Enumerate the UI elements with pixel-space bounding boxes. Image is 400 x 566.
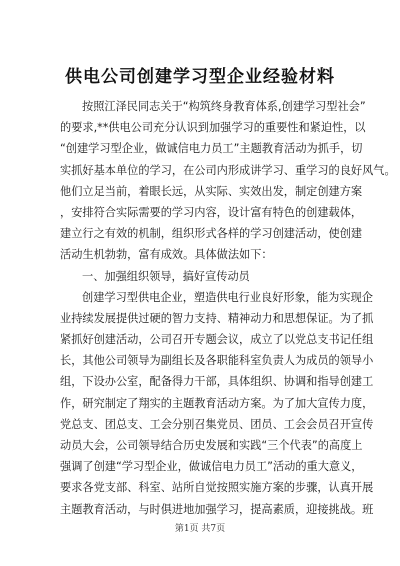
paragraph-line: 活动生机勃勃，富有成效。具体做法如下： — [60, 248, 273, 262]
paragraph-line: 按照江泽民同志关于“构筑终身教育体系,创建学习型社会” — [82, 100, 366, 113]
paragraph-line: 创建学习型供电企业，塑造供电行业良好形象，能为实现企 — [82, 290, 373, 304]
paragraph-line: 他们立足当前，着眼长远，从实际、实效出发，制定创建方案 — [60, 184, 363, 198]
paragraph-line: ，安排符合实际需要的学习内容，设计富有特色的创建载体， — [60, 205, 363, 219]
paragraph-line: 建立行之有效的机制，组织形式各样的学习创建活动，使创建 — [60, 227, 363, 241]
section-heading: 一、加强组织领导，搞好宣传动员 — [82, 269, 250, 283]
paragraph-line: 业持续发展提供过硬的智力支持、精神动力和思想保证。为了抓 — [60, 311, 374, 325]
page-footer: 第1页 共7页 — [174, 524, 226, 534]
paragraph-line: 长，其他公司领导为副组长及各职能科室负责人为成员的领导小 — [60, 354, 374, 368]
paragraph-line: 主题教育活动，与时俱进地加强学习，提高素质，迎接挑战。班 — [60, 502, 374, 516]
paragraph-line: 要求各党支部、科室、站所自觉按照实施方案的步骤，认真开展 — [60, 481, 374, 495]
paragraph-line: “创建学习型企业，做诚信电力员工”主题教育活动为抓手，切 — [60, 142, 363, 156]
paragraph-line: 紧抓好创建活动，公司召开专题会议，成立了以党总支书记任组 — [60, 333, 374, 347]
paragraph-line: 动员大会，公司领导结合历史发展和实践“三个代表”的高度上 — [60, 439, 363, 452]
document-title: 供电公司创建学习型企业经验材料 — [65, 67, 335, 87]
paragraph-line: 党总支、团总支、工会分别召集党员、团员、工会会员召开宣传 — [60, 417, 374, 431]
paragraph-line: 实抓好基本单位的学习，在公司内形成讲学习、重学习的良好风气。 — [60, 163, 396, 177]
document-body — [60, 96, 396, 520]
paragraph-line: 组，下设办公室，配备得力干部，具体组织、协调和指导创建工 — [60, 375, 374, 389]
paragraph-line: 的要求,**供电公司充分认识到加强学习的重要性和紧迫性，以 — [60, 121, 366, 135]
paragraph-line: 强调了创建“学习型企业，做诚信电力员工”活动的重大意义， — [60, 460, 363, 474]
paragraph-line: 作，研究制定了翔实的主题教育活动方案。为了加大宣传力度， — [60, 396, 374, 410]
